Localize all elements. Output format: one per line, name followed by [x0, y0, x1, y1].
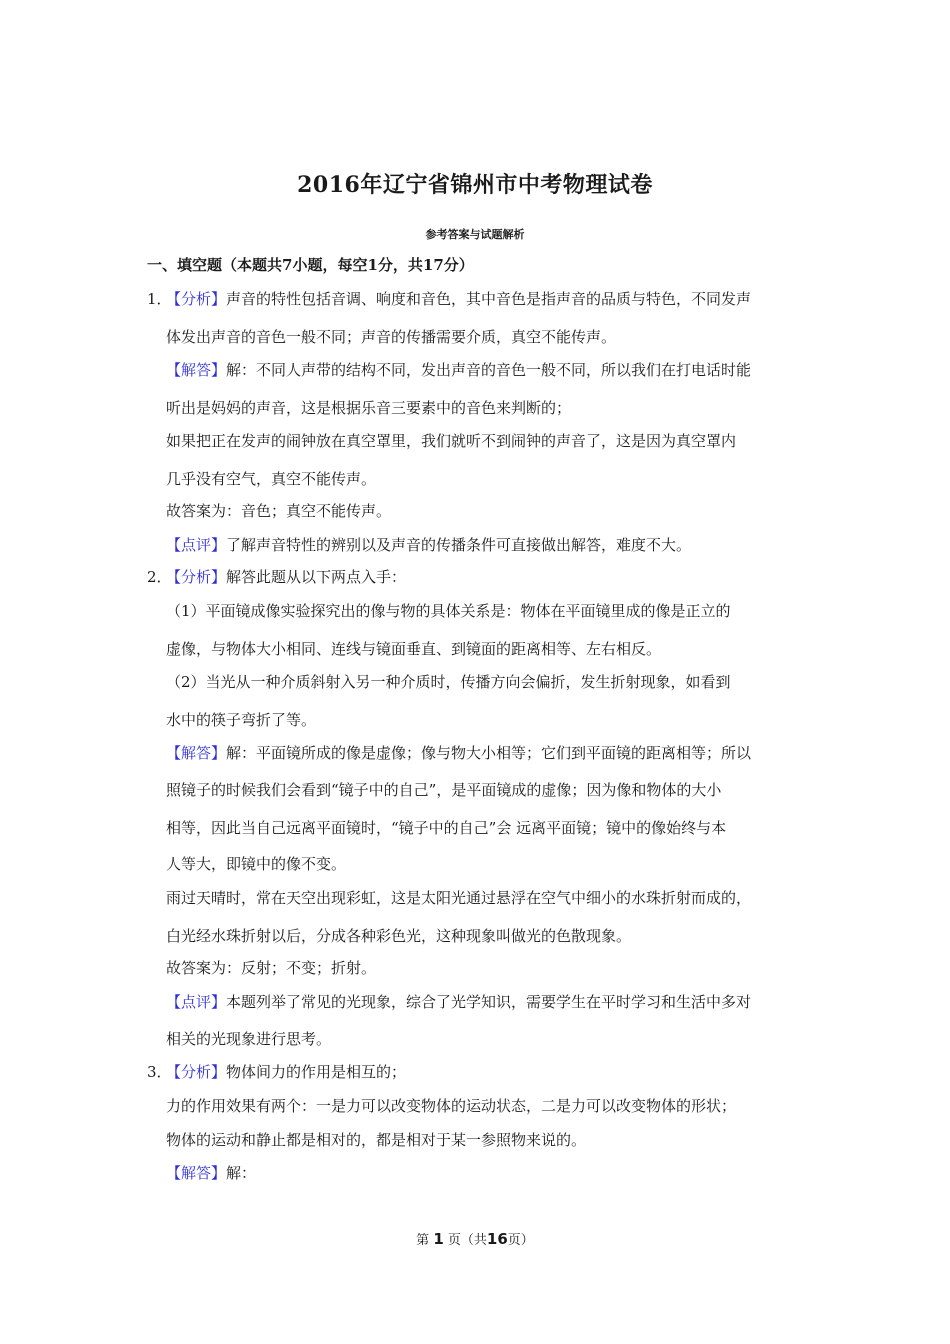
- q2-answer-line: 故答案为：反射；不变；折射。: [166, 959, 377, 977]
- section-heading: 一、填空题（本题共7小题，每空1分，共17分）: [147, 256, 474, 274]
- q2-comment-line: 相关的光现象进行思考。: [166, 1030, 332, 1048]
- q1-answer-line: 如果把正在发声的闹钟放在真空罩里，我们就听不到闹钟的声音了，这是因为真空罩内: [166, 432, 737, 450]
- q1-analysis-line: 体发出声音的音色一般不同；声音的传播需要介质，真空不能传声。: [166, 328, 617, 346]
- answer-tag: 【解答】: [166, 744, 227, 762]
- q1-answer-line: 听出是妈妈的声音，这是根据乐音三要素中的音色来判断的；: [166, 399, 572, 417]
- answer-tag: 【解答】: [166, 1164, 227, 1182]
- q1-answer-text: 解：不同人声带的结构不同，发出声音的音色一般不同，所以我们在打电话时能: [226, 361, 752, 379]
- q2-answer-line: 相等，因此当自己远离平面镜时，“镜子中的自己”会 远离平面镜；镜中的像始终与本: [166, 819, 727, 837]
- q1-analysis-line: [166, 289, 751, 309]
- q2-analysis-line: 虚像，与物体大小相同、连线与镜面垂直、到镜面的距离相等、左右相反。: [166, 640, 662, 658]
- document-title: 2016年辽宁省锦州市中考物理试卷: [297, 172, 653, 198]
- page-total: 16: [486, 1230, 508, 1248]
- analysis-tag: 【分析】: [166, 568, 227, 586]
- q2-analysis-line: [166, 567, 406, 587]
- q3-analysis-line: [166, 1062, 406, 1082]
- question-number: 1．: [147, 290, 172, 308]
- footer-prefix: 第: [416, 1233, 430, 1248]
- page-footer: [0, 1229, 950, 1248]
- q2-answer-text: 解：平面镜所成的像是虚像；像与物大小相等；它们到平面镜的距离相等；所以: [226, 744, 752, 762]
- q3-analysis-line: 物体的运动和静止都是相对的，都是相对于某一参照物来说的。: [166, 1131, 587, 1149]
- q2-answer-line: 人等大，即镜中的像不变。: [166, 855, 347, 873]
- analysis-tag: 【分析】: [166, 1063, 227, 1081]
- q2-comment-line: [166, 992, 751, 1012]
- q1-analysis-text: 声音的特性包括音调、响度和音色，其中音色是指声音的品质与特色，不同发声: [226, 290, 752, 308]
- q1-answer-line: 几乎没有空气，真空不能传声。: [166, 470, 377, 488]
- comment-tag: 【点评】: [166, 536, 227, 554]
- q2-answer-line: 雨过天晴时，常在天空出现彩虹，这是太阳光通过悬浮在空气中细小的水珠折射而成的，: [166, 889, 752, 907]
- question-number: 3．: [147, 1063, 172, 1081]
- q1-answer-line: [166, 360, 751, 380]
- q2-analysis-line: （1）平面镜成像实验探究出的像与物的具体关系是：物体在平面镜里成的像是正立的: [166, 602, 731, 620]
- q2-analysis-text: 解答此题从以下两点入手：: [226, 568, 407, 586]
- q2-comment-text: 本题列举了常见的光现象，综合了光学知识，需要学生在平时学习和生活中多对: [226, 993, 752, 1011]
- answer-tag: 【解答】: [166, 361, 227, 379]
- page-number: 1: [433, 1230, 444, 1248]
- q3-answer-line: [166, 1163, 256, 1183]
- q2-analysis-line: 水中的筷子弯折了等。: [166, 711, 317, 729]
- q2-analysis-line: （2）当光从一种介质斜射入另一种介质时，传播方向会偏折，发生折射现象，如看到: [166, 673, 731, 691]
- q1-comment-text: 了解声音特性的辨别以及声音的传播条件可直接做出解答，难度不大。: [226, 536, 692, 554]
- footer-suffix: 页）: [507, 1233, 534, 1248]
- document-subtitle: 参考答案与试题解析: [425, 228, 525, 241]
- q3-analysis-text: 物体间力的作用是相互的；: [226, 1063, 407, 1081]
- q1-answer-line: 故答案为：音色；真空不能传声。: [166, 502, 392, 520]
- question-number: 2．: [147, 568, 172, 586]
- footer-middle: 页（共: [447, 1233, 487, 1248]
- q3-answer-text: 解：: [226, 1164, 257, 1182]
- q1-comment-line: [166, 535, 691, 555]
- q2-answer-line: [166, 743, 751, 763]
- q2-answer-line: 白光经水珠折射以后，分成各种彩色光，这种现象叫做光的色散现象。: [166, 927, 632, 945]
- q3-analysis-line: 力的作用效果有两个：一是力可以改变物体的运动状态，二是力可以改变物体的形状；: [166, 1097, 737, 1115]
- analysis-tag: 【分析】: [166, 290, 227, 308]
- comment-tag: 【点评】: [166, 993, 227, 1011]
- q2-answer-line: 照镜子的时候我们会看到“镜子中的自己”，是平面镜成的虚像；因为像和物体的大小: [166, 781, 722, 799]
